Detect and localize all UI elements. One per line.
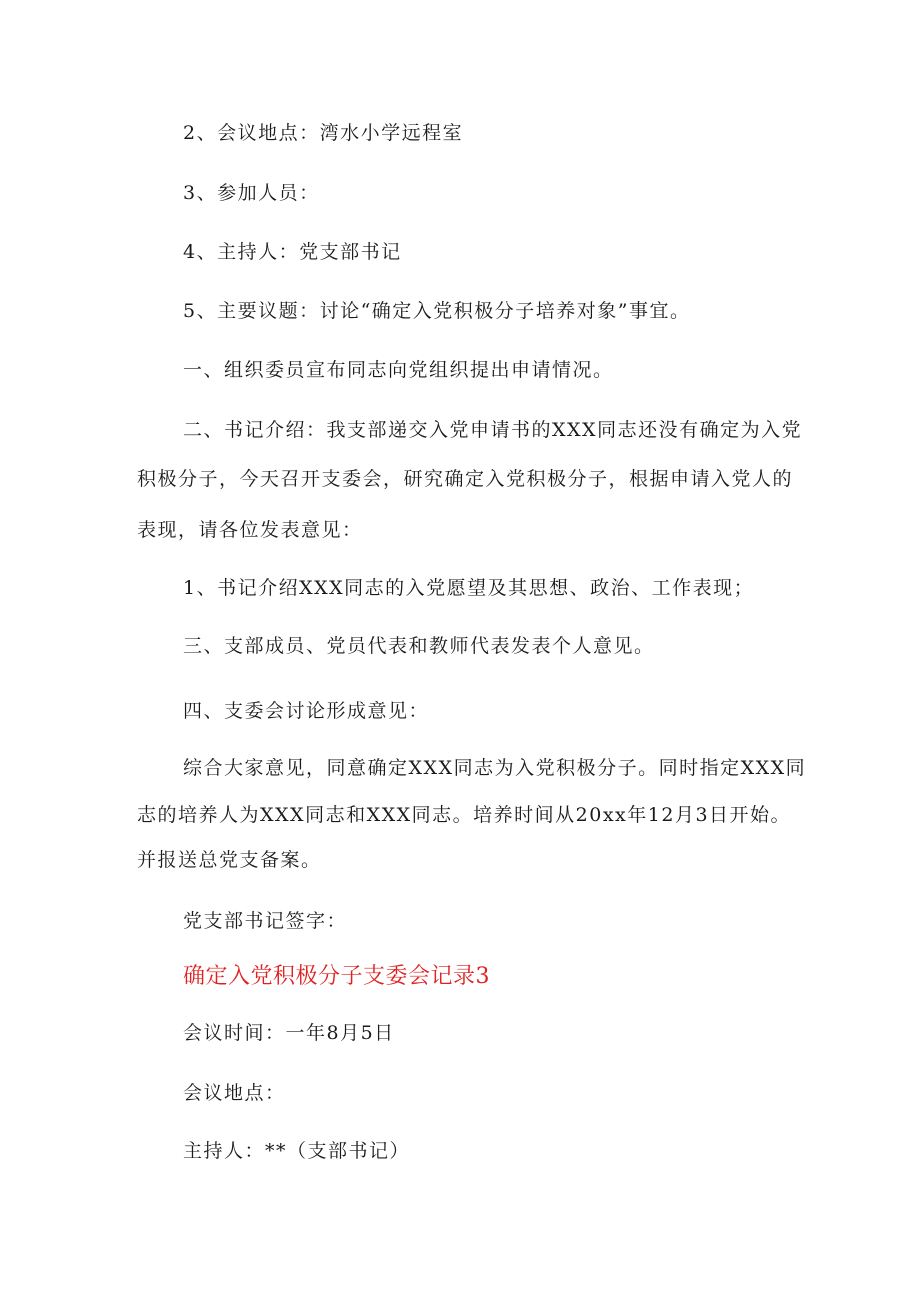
- meeting-location-line: 2、会议地点：湾水小学远程室: [183, 122, 464, 144]
- conclusion-line: 综合大家意见，同意确定XXX同志为入党积极分子。同时指定XXX同: [183, 757, 807, 779]
- meeting-place-line: 会议地点：: [183, 1082, 286, 1104]
- section-four-line: 四、支委会讨论形成意见：: [183, 700, 430, 722]
- section-two-continuation-1: 积极分子，今天召开支委会，研究确定入党积极分子，根据申请入党人的: [137, 468, 794, 490]
- section-two-line: 二、书记介绍：我支部递交入党申请书的XXX同志还没有确定为入党: [183, 419, 803, 441]
- conclusion-continuation-2: 并报送总党支备案。: [137, 849, 322, 871]
- section-one-line: 一、组织委员宣布同志向党组织提出申请情况。: [183, 359, 614, 381]
- signature-line: 党支部书记签字：: [183, 910, 348, 932]
- section-two-continuation-2: 表现，请各位发表意见：: [137, 519, 363, 541]
- section-heading: 确定入党积极分子支委会记录3: [183, 964, 490, 989]
- meeting-host-line: 主持人：**（支部书记）: [183, 1140, 411, 1162]
- secretary-intro-line: 1、书记介绍XXX同志的入党愿望及其思想、政治、工作表现；: [183, 577, 755, 599]
- agenda-line: 5、主要议题：讨论“确定入党积极分子培养对象”事宜。: [183, 300, 691, 322]
- meeting-time-line: 会议时间：一年8月5日: [183, 1022, 395, 1044]
- section-three-line: 三、支部成员、党员代表和教师代表发表个人意见。: [183, 635, 655, 657]
- conclusion-continuation-1: 志的培养人为XXX同志和XXX同志。培养时间从20xx年12月3日开始。: [137, 804, 792, 826]
- attendees-line: 3、参加人员：: [183, 182, 320, 204]
- host-line: 4、主持人：党支部书记: [183, 241, 402, 263]
